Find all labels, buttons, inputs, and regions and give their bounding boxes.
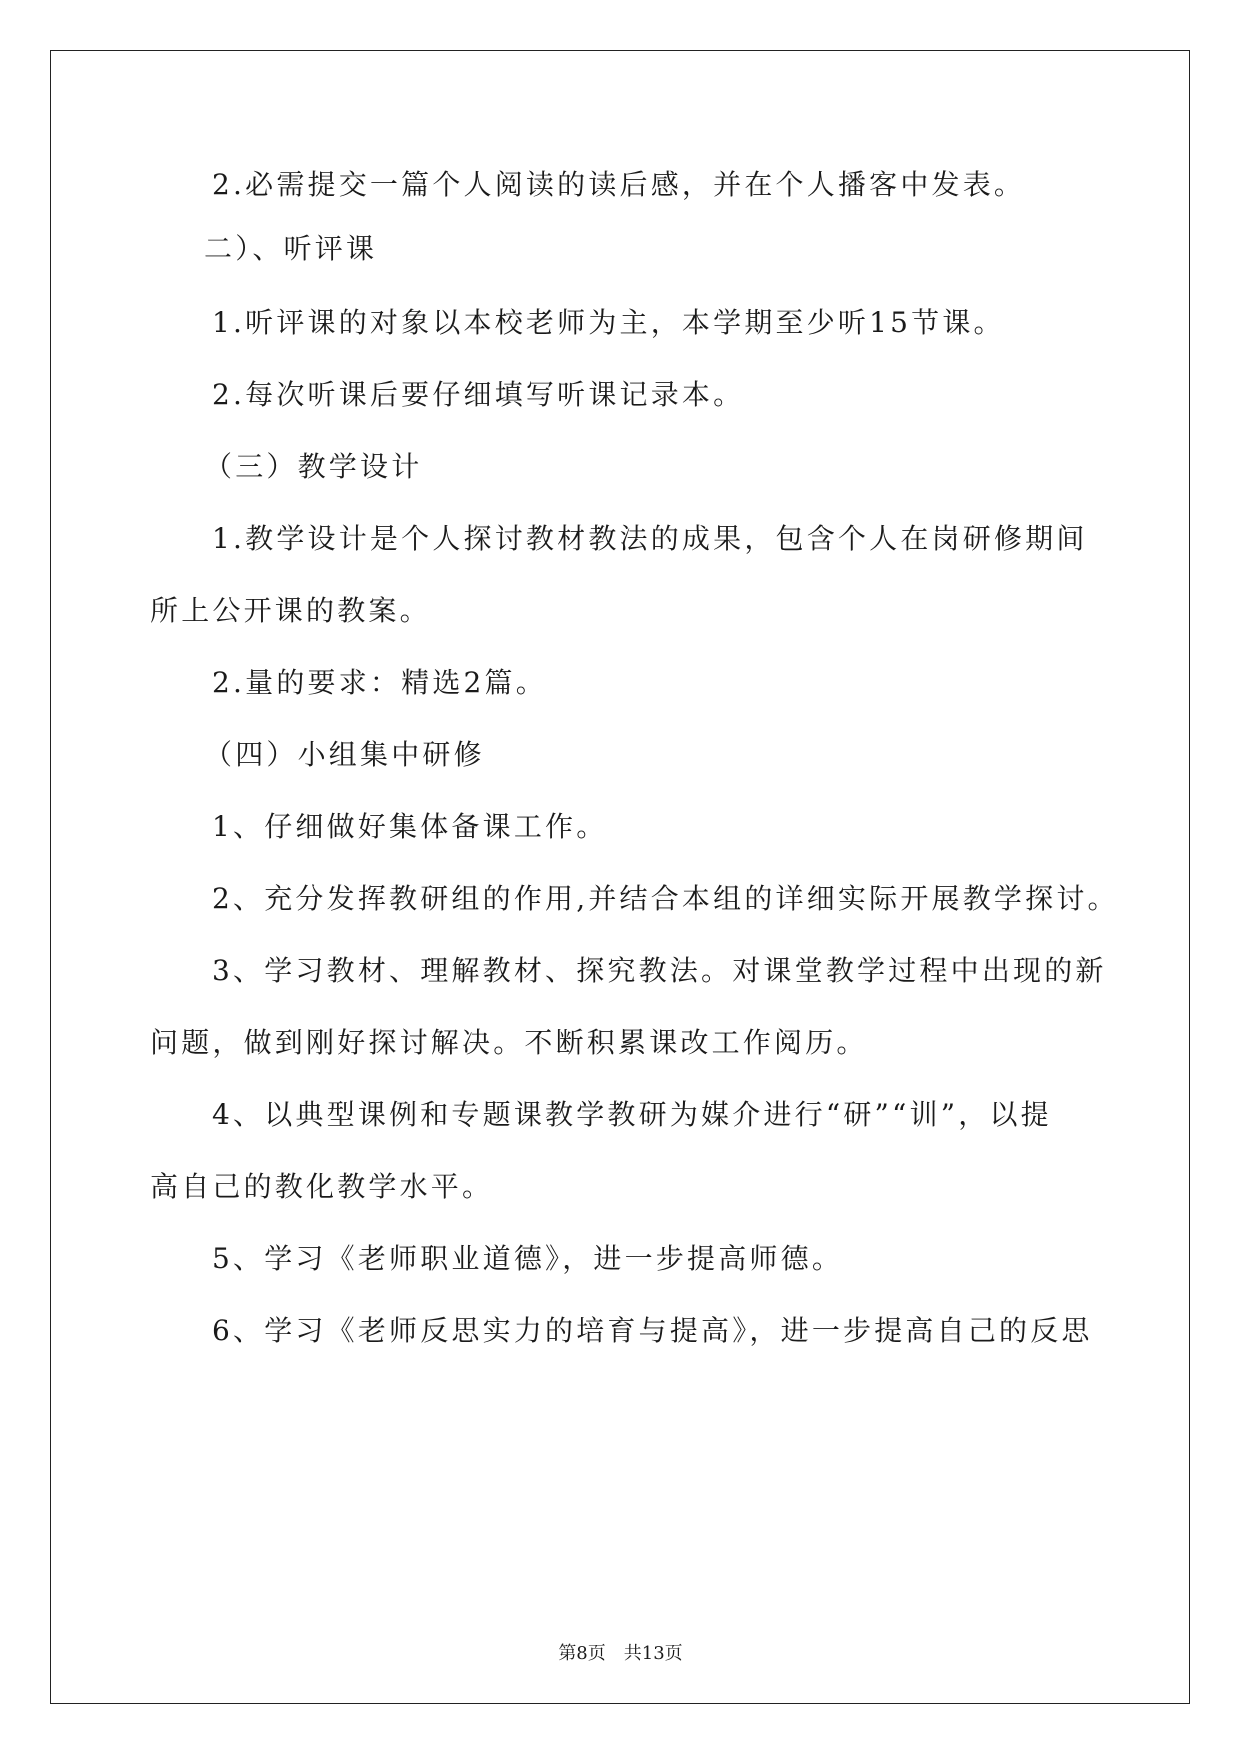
paragraph-line: 1、仔细做好集体备课工作。 bbox=[212, 810, 608, 843]
page-border bbox=[50, 50, 1190, 1704]
paragraph-line: 2、充分发挥教研组的作用,并结合本组的详细实际开展教学探讨。 bbox=[212, 882, 1119, 915]
paragraph-line: 1.听评课的对象以本校老师为主，本学期至少听15节课。 bbox=[212, 306, 1005, 339]
paragraph-line: 所上公开课的教案。 bbox=[150, 594, 431, 627]
section-heading: 二）、听评课 bbox=[204, 232, 378, 265]
section-heading: （三）教学设计 bbox=[204, 450, 423, 483]
paragraph-line: 高自己的教化教学水平。 bbox=[150, 1170, 494, 1203]
paragraph-line: 4、以典型课例和专题课教学教研为媒介进行“研”“训”，以提 bbox=[212, 1098, 1052, 1131]
paragraph-line: 问题，做到刚好探讨解决。不断积累课改工作阅历。 bbox=[150, 1026, 868, 1059]
paragraph-line: 6、学习《老师反思实力的培育与提高》，进一步提高自己的反思 bbox=[212, 1314, 1093, 1347]
page-number: 第8页 bbox=[558, 1643, 606, 1664]
paragraph-line: 2.必需提交一篇个人阅读的读后感，并在个人播客中发表。 bbox=[212, 168, 1026, 201]
paragraph-line: 2.每次听课后要仔细填写听课记录本。 bbox=[212, 378, 745, 411]
page-footer bbox=[0, 1642, 1241, 1666]
page-total: 共13页 bbox=[623, 1643, 683, 1664]
paragraph-line: 3、学习教材、理解教材、探究教法。对课堂教学过程中出现的新 bbox=[212, 954, 1107, 987]
section-heading: （四）小组集中研修 bbox=[204, 738, 485, 771]
paragraph-line: 1.教学设计是个人探讨教材教法的成果，包含个人在岗研修期间 bbox=[212, 522, 1088, 555]
paragraph-line: 2.量的要求：精选2篇。 bbox=[212, 666, 547, 699]
paragraph-line: 5、学习《老师职业道德》，进一步提高师德。 bbox=[212, 1242, 844, 1275]
